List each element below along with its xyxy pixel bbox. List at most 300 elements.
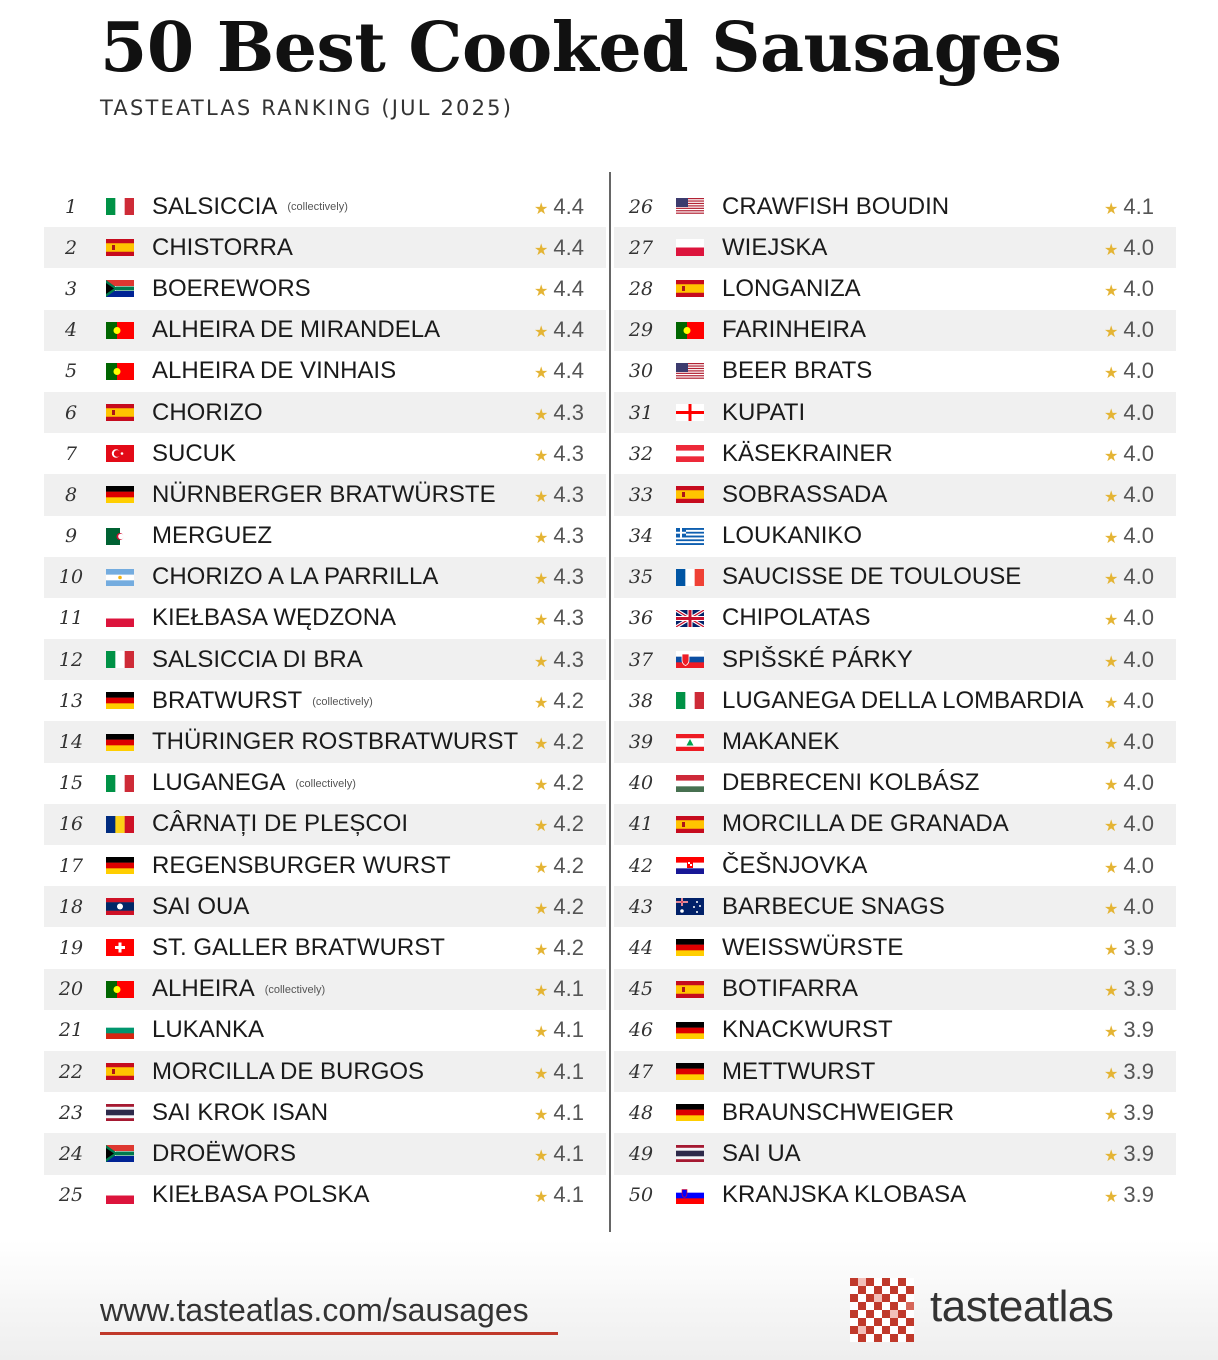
flag-pl-icon: [106, 1187, 134, 1204]
ranking-row[interactable]: [44, 516, 606, 557]
ranking-row[interactable]: [614, 516, 1176, 557]
rank-number: 15: [58, 772, 84, 795]
rating-value: 4.0: [1123, 523, 1154, 549]
rating: [534, 317, 606, 343]
star-icon: ★: [534, 1065, 549, 1083]
website-link[interactable]: www.tasteatlas.com/sausages: [100, 1292, 529, 1328]
rating-value: 4.1: [553, 1017, 584, 1043]
sausage-name[interactable]: [152, 1016, 534, 1044]
rating: [534, 770, 606, 796]
rating: [1104, 523, 1176, 549]
ranking-row[interactable]: [44, 845, 606, 886]
rating-value: 3.9: [1123, 1140, 1154, 1166]
star-icon: ★: [1104, 447, 1119, 465]
star-icon: ★: [534, 447, 549, 465]
rating-value: 4.0: [1123, 687, 1154, 713]
ranking-row[interactable]: [44, 1133, 606, 1174]
sausage-name-text: LOUKANIKO: [722, 522, 863, 550]
rank-number: 28: [628, 277, 654, 300]
sausage-name[interactable]: [152, 563, 534, 591]
sausage-name[interactable]: [722, 481, 1104, 509]
sausage-name[interactable]: [152, 852, 534, 880]
sausage-name-text: LONGANIZA: [722, 274, 861, 302]
sausage-name[interactable]: [152, 646, 534, 674]
ranking-row[interactable]: [614, 557, 1176, 598]
sausage-name-text: BRAUNSCHWEIGER: [722, 1098, 955, 1126]
sausage-name[interactable]: [722, 604, 1104, 632]
sausage-name-text: MORCILLA DE GRANADA: [722, 810, 1009, 838]
flag-de-icon: [106, 486, 134, 503]
star-icon: ★: [534, 241, 549, 259]
rating: [1104, 976, 1176, 1002]
sausage-name[interactable]: [722, 934, 1104, 962]
ranking-row[interactable]: [614, 392, 1176, 433]
star-icon: ★: [1104, 941, 1119, 959]
sausage-name[interactable]: [152, 893, 534, 921]
flag-de-icon: [676, 1063, 704, 1080]
rank-number: 20: [58, 978, 84, 1001]
sausage-name[interactable]: [722, 728, 1104, 756]
sausage-name[interactable]: [722, 357, 1104, 385]
flag-th-icon: [676, 1145, 704, 1162]
sausage-name[interactable]: [152, 522, 534, 550]
page-subtitle: TASTEATLAS RANKING (JUL 2025): [100, 96, 514, 120]
sausage-name-text: SOBRASSADA: [722, 480, 888, 508]
star-icon: ★: [534, 777, 549, 795]
sausage-name[interactable]: [722, 399, 1104, 427]
ranking-row[interactable]: [44, 1092, 606, 1133]
flag-de-icon: [106, 857, 134, 874]
flag-za-icon: [106, 280, 134, 297]
flag-pt-icon: [106, 322, 134, 339]
rating-value: 4.0: [1123, 811, 1154, 837]
rank-number: 6: [64, 401, 78, 424]
star-icon: ★: [1104, 736, 1119, 754]
sausage-name-text: DROËWORS: [152, 1139, 296, 1167]
rating-value: 3.9: [1123, 976, 1154, 1002]
rank-number: 45: [628, 978, 654, 1001]
rating: [1104, 647, 1176, 673]
sausage-name[interactable]: [722, 687, 1104, 715]
flag-es-icon: [676, 981, 704, 998]
rank-number: 34: [628, 525, 654, 548]
ranking-row[interactable]: [614, 969, 1176, 1010]
sausage-name[interactable]: [152, 234, 534, 262]
flag-la-icon: [106, 898, 134, 915]
rating-value: 4.1: [553, 1140, 584, 1166]
rating: [1104, 935, 1176, 961]
star-icon: ★: [1104, 818, 1119, 836]
sausage-name-text: WEISSWÜRSTE: [722, 933, 904, 961]
ranking-row[interactable]: [614, 186, 1176, 227]
flag-at-icon: [676, 445, 704, 462]
rating-value: 4.0: [1123, 358, 1154, 384]
ranking-row[interactable]: [44, 763, 606, 804]
rank-number: 24: [58, 1142, 84, 1165]
flag-ro-icon: [106, 816, 134, 833]
sausage-name-text: BEER BRATS: [722, 357, 873, 385]
ranking-row[interactable]: [44, 969, 606, 1010]
flag-es-icon: [106, 239, 134, 256]
flag-us-icon: [676, 363, 704, 380]
sausage-name[interactable]: [722, 234, 1104, 262]
rank-number: 18: [58, 895, 84, 918]
star-icon: ★: [534, 1106, 549, 1124]
ranking-row[interactable]: [44, 310, 606, 351]
star-icon: ★: [534, 1147, 549, 1165]
rating: [534, 194, 606, 220]
sausage-name[interactable]: [722, 1016, 1104, 1044]
rating-value: 4.1: [1123, 193, 1154, 219]
rank-number: 3: [64, 277, 78, 300]
sausage-name[interactable]: [722, 893, 1104, 921]
flag-de-icon: [676, 1104, 704, 1121]
sausage-name[interactable]: [722, 440, 1104, 468]
ranking-row[interactable]: [44, 186, 606, 227]
rank-number: 49: [628, 1142, 654, 1165]
sausage-name[interactable]: [152, 1181, 534, 1209]
sausage-name-text: LUGANEGA DELLA LOMBARDIA: [722, 686, 1084, 714]
ranking-column-left: [44, 186, 606, 1216]
sausage-name-text: WIEJSKA: [722, 233, 828, 261]
ranking-row[interactable]: [614, 639, 1176, 680]
star-icon: ★: [1104, 282, 1119, 300]
sausage-name[interactable]: [152, 769, 534, 797]
sausage-name[interactable]: [152, 604, 534, 632]
ranking-row[interactable]: [614, 927, 1176, 968]
rating: [1104, 400, 1176, 426]
star-icon: ★: [534, 324, 549, 342]
rank-number: 19: [58, 936, 84, 959]
star-icon: ★: [534, 818, 549, 836]
sausage-name[interactable]: [722, 769, 1104, 797]
sausage-name[interactable]: [722, 563, 1104, 591]
sausage-name[interactable]: [722, 810, 1104, 838]
ranking-row[interactable]: [44, 227, 606, 268]
rating: [534, 564, 606, 590]
sausage-name-text: CÂRNAȚI DE PLEȘCOI: [152, 810, 409, 838]
rating-value: 4.1: [553, 1182, 584, 1208]
rating: [534, 400, 606, 426]
sausage-name-text: SPIŠSKÉ PÁRKY: [722, 645, 913, 673]
rank-number: 17: [58, 854, 84, 877]
star-icon: ★: [534, 859, 549, 877]
star-icon: ★: [534, 694, 549, 712]
ranking-row[interactable]: [44, 392, 606, 433]
sausage-name-text: KÄSEKRAINER: [722, 439, 893, 467]
ranking-row[interactable]: [614, 845, 1176, 886]
star-icon: ★: [1104, 406, 1119, 424]
sausage-name[interactable]: [152, 1140, 534, 1168]
rank-number: 30: [628, 360, 654, 383]
star-icon: ★: [534, 406, 549, 424]
ranking-row[interactable]: [44, 598, 606, 639]
sausage-name-text: ALHEIRA DE VINHAIS: [152, 357, 397, 385]
sausage-name[interactable]: [722, 1181, 1104, 1209]
flag-it-icon: [106, 775, 134, 792]
rating: [534, 1017, 606, 1043]
rating-value: 4.1: [553, 1058, 584, 1084]
rating-value: 4.1: [553, 1099, 584, 1125]
rank-number: 40: [628, 772, 654, 795]
rating-value: 3.9: [1123, 1058, 1154, 1084]
sausage-name[interactable]: [722, 1058, 1104, 1086]
sausage-name[interactable]: [722, 852, 1104, 880]
sausage-name-text: CHIPOLATAS: [722, 604, 871, 632]
ranking-row[interactable]: [44, 474, 606, 515]
sausage-name-text: SAI OUA: [152, 892, 250, 920]
star-icon: ★: [534, 488, 549, 506]
flag-es-icon: [676, 486, 704, 503]
flag-de-icon: [106, 692, 134, 709]
ranking-row[interactable]: [44, 680, 606, 721]
ranking-row[interactable]: [614, 268, 1176, 309]
sausage-name[interactable]: [152, 1058, 534, 1086]
sausage-name[interactable]: [722, 1099, 1104, 1127]
rating: [1104, 811, 1176, 837]
rank-number: 5: [64, 360, 78, 383]
rating-value: 3.9: [1123, 1182, 1154, 1208]
sausage-name[interactable]: [152, 934, 534, 962]
sausage-name[interactable]: [152, 687, 534, 715]
star-icon: ★: [1104, 859, 1119, 877]
sausage-name-text: SAUCISSE DE TOULOUSE: [722, 563, 1022, 591]
sausage-name[interactable]: [152, 481, 534, 509]
tasteatlas-logo-icon: [850, 1278, 914, 1342]
rating-value: 4.2: [553, 934, 584, 960]
star-icon: ★: [1104, 365, 1119, 383]
rating-value: 4.0: [1123, 440, 1154, 466]
sausage-name[interactable]: [152, 440, 534, 468]
rating: [534, 1182, 606, 1208]
rank-number: 12: [58, 648, 84, 671]
ranking-row[interactable]: [44, 927, 606, 968]
page-title: 50 Best Cooked Sausages: [100, 8, 1062, 88]
flag-gb-icon: [676, 610, 704, 627]
sausage-name[interactable]: [152, 728, 534, 756]
rating-value: 3.9: [1123, 1017, 1154, 1043]
rating-value: 4.2: [553, 852, 584, 878]
rating: [534, 523, 606, 549]
sausage-name-text: REGENSBURGER WURST: [152, 851, 451, 879]
star-icon: ★: [1104, 777, 1119, 795]
sausage-name[interactable]: [152, 357, 534, 385]
rating: [534, 688, 606, 714]
rating-value: 4.4: [553, 275, 584, 301]
star-icon: ★: [534, 736, 549, 754]
collectively-note: (collectively): [312, 695, 373, 708]
sausage-name-text: ALHEIRA: [152, 975, 255, 1003]
rank-number: 23: [58, 1101, 84, 1124]
rank-number: 11: [58, 607, 84, 630]
flag-pl-icon: [106, 610, 134, 627]
sausage-name-text: SAI KROK ISAN: [152, 1098, 329, 1126]
rank-number: 26: [628, 195, 654, 218]
ranking-row[interactable]: [614, 1175, 1176, 1216]
sausage-name[interactable]: [152, 399, 534, 427]
sausage-name[interactable]: [152, 316, 534, 344]
sausage-name-text: METTWURST: [722, 1057, 876, 1085]
rating-value: 4.2: [553, 729, 584, 755]
ranking-row[interactable]: [44, 721, 606, 762]
sausage-name[interactable]: [722, 316, 1104, 344]
rating: [534, 811, 606, 837]
ranking-row[interactable]: [614, 1092, 1176, 1133]
ranking-row[interactable]: [614, 1010, 1176, 1051]
ranking-row[interactable]: [44, 1175, 606, 1216]
flag-it-icon: [106, 651, 134, 668]
rank-number: 22: [58, 1060, 84, 1083]
rating: [534, 729, 606, 755]
rating: [1104, 770, 1176, 796]
rating: [534, 935, 606, 961]
sausage-name[interactable]: [152, 275, 534, 303]
rating: [534, 647, 606, 673]
ranking-row[interactable]: [614, 474, 1176, 515]
sausage-name[interactable]: [152, 193, 534, 221]
sausage-name-text: FARINHEIRA: [722, 316, 867, 344]
star-icon: ★: [534, 900, 549, 918]
collectively-note: (collectively): [295, 777, 356, 790]
rank-number: 14: [58, 731, 84, 754]
ranking-row[interactable]: [614, 351, 1176, 392]
star-icon: ★: [1104, 241, 1119, 259]
rank-number: 7: [64, 442, 78, 465]
sausage-name[interactable]: [722, 275, 1104, 303]
sausage-name-text: THÜRINGER ROSTBRATWURST: [152, 728, 519, 756]
flag-hu-icon: [676, 775, 704, 792]
ranking-row[interactable]: [614, 310, 1176, 351]
rating: [534, 1100, 606, 1126]
star-icon: ★: [534, 983, 549, 1001]
sausage-name[interactable]: [152, 1099, 534, 1127]
rank-number: 33: [628, 483, 654, 506]
rank-number: 10: [58, 566, 84, 589]
rating: [1104, 894, 1176, 920]
star-icon: ★: [1104, 530, 1119, 548]
sausage-name-text: LUGANEGA: [152, 769, 286, 797]
sausage-name-text: MORCILLA DE BURGOS: [152, 1057, 425, 1085]
ranking-row[interactable]: [44, 886, 606, 927]
ranking-row[interactable]: [44, 351, 606, 392]
ranking-row[interactable]: [44, 557, 606, 598]
ranking-row[interactable]: [44, 433, 606, 474]
flag-ch-icon: [106, 939, 134, 956]
flag-fr-icon: [676, 569, 704, 586]
flag-bg-icon: [106, 1022, 134, 1039]
rating: [534, 894, 606, 920]
sausage-name[interactable]: [722, 193, 1104, 221]
collectively-note: (collectively): [287, 201, 348, 214]
rank-number: 13: [58, 689, 84, 712]
rank-number: 29: [628, 319, 654, 342]
sausage-name[interactable]: [722, 1140, 1104, 1168]
rating-value: 4.0: [1123, 399, 1154, 425]
rating: [1104, 853, 1176, 879]
ranking-row[interactable]: [614, 680, 1176, 721]
rating-value: 4.4: [553, 358, 584, 384]
rating-value: 4.0: [1123, 893, 1154, 919]
rating: [1104, 358, 1176, 384]
ranking-row[interactable]: [44, 1010, 606, 1051]
rating-value: 4.3: [553, 646, 584, 672]
ranking-row[interactable]: [44, 1051, 606, 1092]
rank-number: 42: [628, 854, 654, 877]
ranking-row[interactable]: [614, 227, 1176, 268]
rating: [1104, 1059, 1176, 1085]
ranking-row[interactable]: [614, 1133, 1176, 1174]
rating: [1104, 1141, 1176, 1167]
rank-number: 39: [628, 731, 654, 754]
flag-dz-icon: [106, 528, 134, 545]
rank-number: 48: [628, 1101, 654, 1124]
sausage-name[interactable]: [722, 522, 1104, 550]
ranking-row[interactable]: [614, 721, 1176, 762]
rating: [1104, 1017, 1176, 1043]
ranking-row[interactable]: [614, 763, 1176, 804]
star-icon: ★: [1104, 1065, 1119, 1083]
rating-value: 4.0: [1123, 317, 1154, 343]
ranking-row[interactable]: [44, 804, 606, 845]
rating: [1104, 317, 1176, 343]
ranking-row[interactable]: [614, 804, 1176, 845]
sausage-name-text: KUPATI: [722, 398, 806, 426]
rating: [534, 441, 606, 467]
sausage-name[interactable]: [152, 810, 534, 838]
rating-value: 4.0: [1123, 729, 1154, 755]
ranking-row[interactable]: [614, 886, 1176, 927]
rating-value: 4.3: [553, 440, 584, 466]
ranking-row[interactable]: [614, 598, 1176, 639]
ranking-row[interactable]: [44, 268, 606, 309]
rating-value: 4.0: [1123, 481, 1154, 507]
ranking-table: [44, 160, 1176, 1240]
ranking-row[interactable]: [614, 433, 1176, 474]
flag-th-icon: [106, 1104, 134, 1121]
star-icon: ★: [534, 530, 549, 548]
sausage-name-text: MAKANEK: [722, 728, 840, 756]
rank-number: 44: [628, 936, 654, 959]
rating: [534, 235, 606, 261]
rating-value: 4.0: [1123, 275, 1154, 301]
ranking-row[interactable]: [44, 639, 606, 680]
flag-ar-icon: [106, 569, 134, 586]
rating: [534, 976, 606, 1002]
sausage-name-text: CHORIZO: [152, 398, 263, 426]
sausage-name-text: MERGUEZ: [152, 522, 272, 550]
rating: [534, 605, 606, 631]
rating-value: 4.3: [553, 481, 584, 507]
flag-de-icon: [676, 939, 704, 956]
sausage-name[interactable]: [722, 646, 1104, 674]
sausage-name[interactable]: [152, 975, 534, 1003]
rating-value: 4.0: [1123, 852, 1154, 878]
sausage-name-text: KIEŁBASA POLSKA: [152, 1181, 370, 1209]
flag-za-icon: [106, 1145, 134, 1162]
rank-number: 8: [64, 483, 78, 506]
sausage-name[interactable]: [722, 975, 1104, 1003]
rating: [1104, 235, 1176, 261]
rating-value: 4.1: [553, 976, 584, 1002]
sausage-name-text: SALSICCIA DI BRA: [152, 645, 363, 673]
rating-value: 4.4: [553, 234, 584, 260]
sausage-name-text: ČEŠNJOVKA: [722, 851, 868, 879]
flag-sk-icon: [676, 651, 704, 668]
sausage-name-text: CRAWFISH BOUDIN: [722, 192, 950, 220]
rating: [1104, 1100, 1176, 1126]
ranking-row[interactable]: [614, 1051, 1176, 1092]
rating: [534, 1141, 606, 1167]
